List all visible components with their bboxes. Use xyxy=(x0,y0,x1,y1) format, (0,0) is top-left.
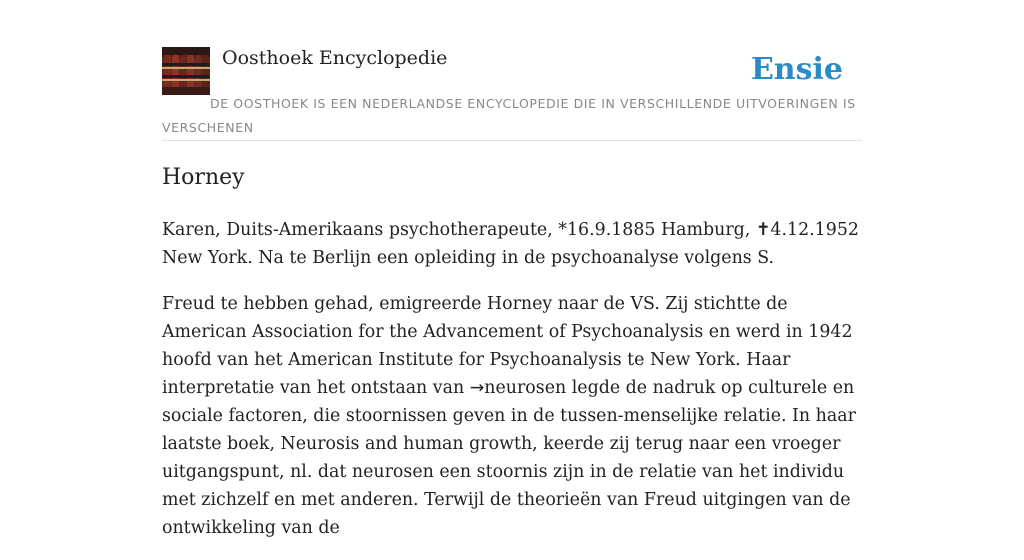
source-description: DE OOSTHOEK IS EEN NEDERLANDSE ENCYCLOPEDIE DIE IN VERSCHILLENDE UITVOERINGEN IS VERSCHENEN xyxy=(162,96,856,135)
article-paragraph xyxy=(162,290,862,542)
neurosen-link[interactable]: neurosen xyxy=(484,378,567,398)
site-header xyxy=(162,46,862,141)
book-spines-icon xyxy=(162,47,210,95)
article-paragraph: Karen, Duits-Amerikaans psychotherapeute, *16.9.1885 Hamburg, ✝4.12.1952 New York. Na te Berlijn een opleiding in de psychoanalyse volgens S. xyxy=(162,220,859,268)
article-body xyxy=(162,216,862,560)
source-name-link[interactable]: Oosthoek Encyclopedie xyxy=(222,47,448,69)
paragraph-text: Freud te hebben gehad, emigreerde Horney naar de VS. Zij stichtte de American Association for the Advancement of Psychoanalysis en werd in 1942 hoofd van het American Institute for Psychoanalysis te New York. Haar interpretatie van het ontstaan van xyxy=(162,294,853,398)
link-arrow-icon: → xyxy=(469,378,485,398)
article-title: Horney xyxy=(162,165,245,190)
source-avatar[interactable] xyxy=(162,47,210,95)
ensie-logo-link[interactable]: Ensie xyxy=(750,52,843,87)
paragraph-text: legde de nadruk op culturele en sociale factoren, die stoornissen geven in de tussen-menselijke relatie. In haar laatste boek, Neurosis and human growth, keerde zij terug naar een vroeger uitgangspunt, nl. dat neurosen een stoornis zijn in de relatie van het individu met zichzelf en met anderen. Terwijl de theorieën van Freud uitgingen van de ontwikkeling van de xyxy=(162,378,856,538)
